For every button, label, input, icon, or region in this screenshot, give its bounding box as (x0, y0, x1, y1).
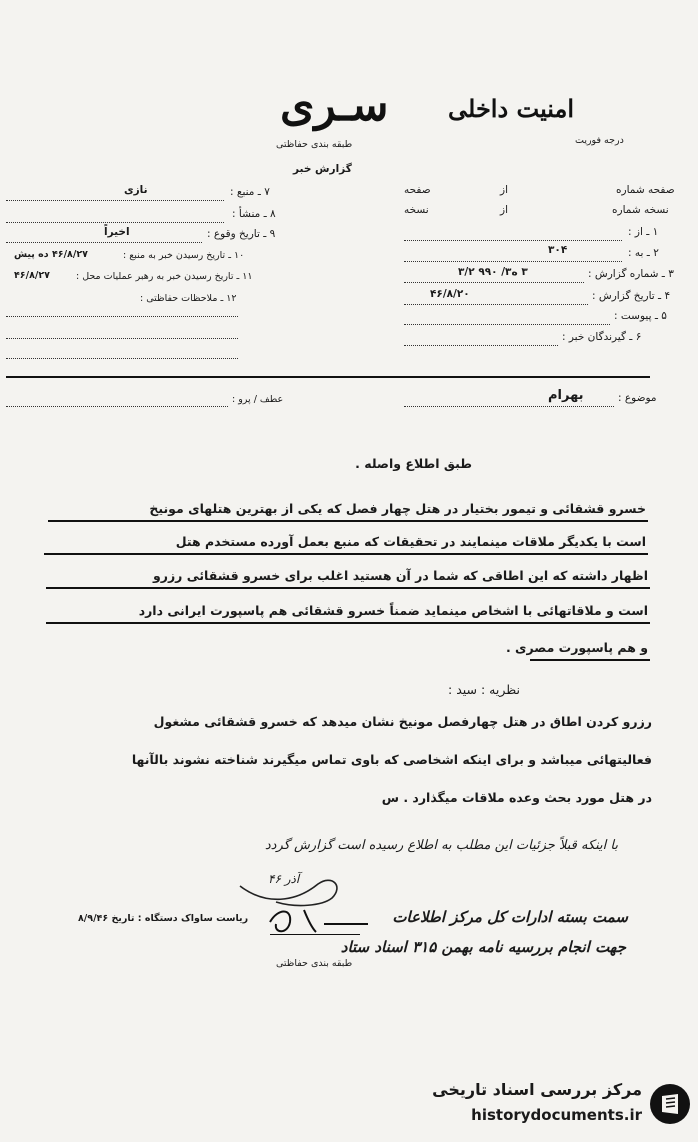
field-to-line (404, 261, 622, 262)
subject-line (404, 406, 614, 407)
field-from-line (404, 240, 622, 241)
footer-classification-label: طبقه بندی حفاظتی (276, 958, 353, 969)
security-stamp: امنیت داخلی (448, 94, 575, 123)
report-number-label: ۳ ـ شماره گزارش : (588, 268, 674, 280)
analysis-label: نظریه : سید : (448, 682, 520, 697)
archive-watermark (410, 1076, 692, 1136)
recipients-line (404, 345, 558, 346)
body-line-1: خسرو قشقائی و تیمور بختیار در هتل چهار فصل که یکی از بهترین هتلهای مونیخ (149, 501, 646, 516)
archive-logo-icon (648, 1082, 692, 1126)
header-separator (6, 376, 650, 378)
handwritten-note-2: سمت بسته ادارات کل مرکز اطلاعات (392, 908, 628, 926)
field-source-line (6, 200, 224, 201)
watermark-en-text: historydocuments.ir (471, 1106, 642, 1124)
body-line-4: است و ملاقاتهائی با اشخاص مینماید ضمناً خسرو قشقائی هم پاسپورت ایرانی دارد (138, 603, 648, 618)
field-to-value: ۳۰۴ (548, 244, 568, 256)
body-line-3: اظهار داشته که این اطاقی که شما در آن هستید اغلب برای خسرو قشقائی رزرو (153, 568, 648, 583)
field-to-label: ۲ ـ به : (628, 247, 659, 259)
report-date-label: ۴ ـ تاریخ گزارش : (592, 290, 671, 302)
watermark-fa-text: مرکز بررسی اسناد تاریخی (432, 1080, 642, 1099)
field-origin-line (6, 222, 224, 223)
report-date-line (404, 304, 588, 305)
attachment-label: ۵ ـ پیوست : (614, 310, 667, 322)
body-underline-1 (48, 520, 648, 522)
body-intro: طبق اطلاع واصله . (355, 456, 472, 471)
analysis-line-2: فعالیتهائی میباشد و برای اینکه اشخاصی که باوی تماس میگیرند شناخته نشوند بالآنها (131, 752, 652, 767)
field-occurrence-value: اخیراً (104, 226, 130, 238)
field-origin-label: ۸ ـ منشأ : (232, 208, 276, 220)
page-number-label: صفحه شماره (616, 184, 675, 196)
field-from-label: ۱ ـ از : (628, 226, 659, 238)
signature-underline (270, 934, 360, 935)
report-title: گزارش خبر (293, 163, 352, 175)
analysis-line-3: در هتل مورد بحث وعده ملاقات میگذارد . س (381, 790, 652, 805)
field-source-label: ۷ ـ منبع : (230, 186, 270, 198)
field-occurrence-label: ۹ ـ تاریخ وقوع : (207, 228, 276, 240)
page-of-label: از (500, 184, 508, 196)
report-date-value: ۴۶/۸/۲۰ (430, 288, 470, 300)
page-unit-label: صفحه (404, 184, 431, 196)
recipients-label: ۶ ـ گیرندگان خبر : (562, 331, 642, 343)
director-sign-line: ریاست ساواک دستگاه : تاریخ ۸/۹/۴۶ (78, 913, 249, 924)
body-underline-3 (46, 587, 650, 589)
handwritten-note-1-date: آذر ۴۶ (268, 872, 300, 886)
field-received-ops-label: ۱۱ ـ تاریخ رسیدن خبر به رهبر عملیات محل : (76, 271, 253, 282)
report-number-value: ۳ ه۳/ ۹۹۰ ۳/۲ (458, 266, 528, 278)
reference-label: عطف / پرو : (232, 394, 284, 405)
subject-label: موضوع : (618, 392, 657, 404)
copy-of-label: از (500, 204, 508, 216)
body-underline-5 (530, 659, 650, 661)
copy-unit-label: نسخه (404, 204, 429, 216)
field-notes-line-2 (6, 338, 238, 339)
handwritten-note-1: با اینکه قبلاً جزئیات این مطلب به اطلاع رسیده است گزارش گردد (264, 838, 618, 853)
reference-line (6, 406, 228, 407)
body-underline-2 (44, 553, 648, 555)
field-received-source-value: ۴۶/۸/۲۷ ده پیش (14, 249, 88, 260)
body-line-2: است با یکدیگر ملاقات مینمایند در تحقیقات که منبع بعمل آورده مستخدم هتل (175, 534, 646, 549)
field-occurrence-line (6, 242, 202, 243)
document-title: سـری (280, 80, 389, 131)
classification-label: طبقه بندی حفاظتی (276, 139, 353, 150)
attachment-line (404, 324, 610, 325)
subject-value: بهرام (548, 388, 584, 403)
analysis-line-1: رزرو کردن اطاق در هتل چهارفصل مونیخ نشان میدهد که خسرو قشقائی مشغول (153, 714, 652, 729)
field-source-value: نازی (124, 184, 148, 196)
field-received-ops-value: ۴۶/۸/۲۷ (14, 270, 50, 281)
copy-number-label: نسخه شماره (612, 204, 669, 216)
urgency-degree-label: درجه فوریت (575, 135, 624, 146)
field-security-notes-label: ۱۲ ـ ملاحظات حفاظتی : (140, 293, 237, 304)
field-notes-line-1 (6, 316, 238, 317)
body-underline-4 (46, 622, 650, 624)
body-line-5: و هم پاسپورت مصری . (505, 640, 648, 655)
field-notes-line-3 (6, 358, 238, 359)
handwritten-note-3: جهت انجام بررسیه نامه بهمن ۳۱۵ اسناد ستاد (340, 938, 626, 956)
report-number-line (404, 282, 584, 283)
signature-mark (264, 902, 374, 942)
field-received-source-label: ۱۰ ـ تاریخ رسیدن خبر به منبع : (123, 250, 245, 261)
